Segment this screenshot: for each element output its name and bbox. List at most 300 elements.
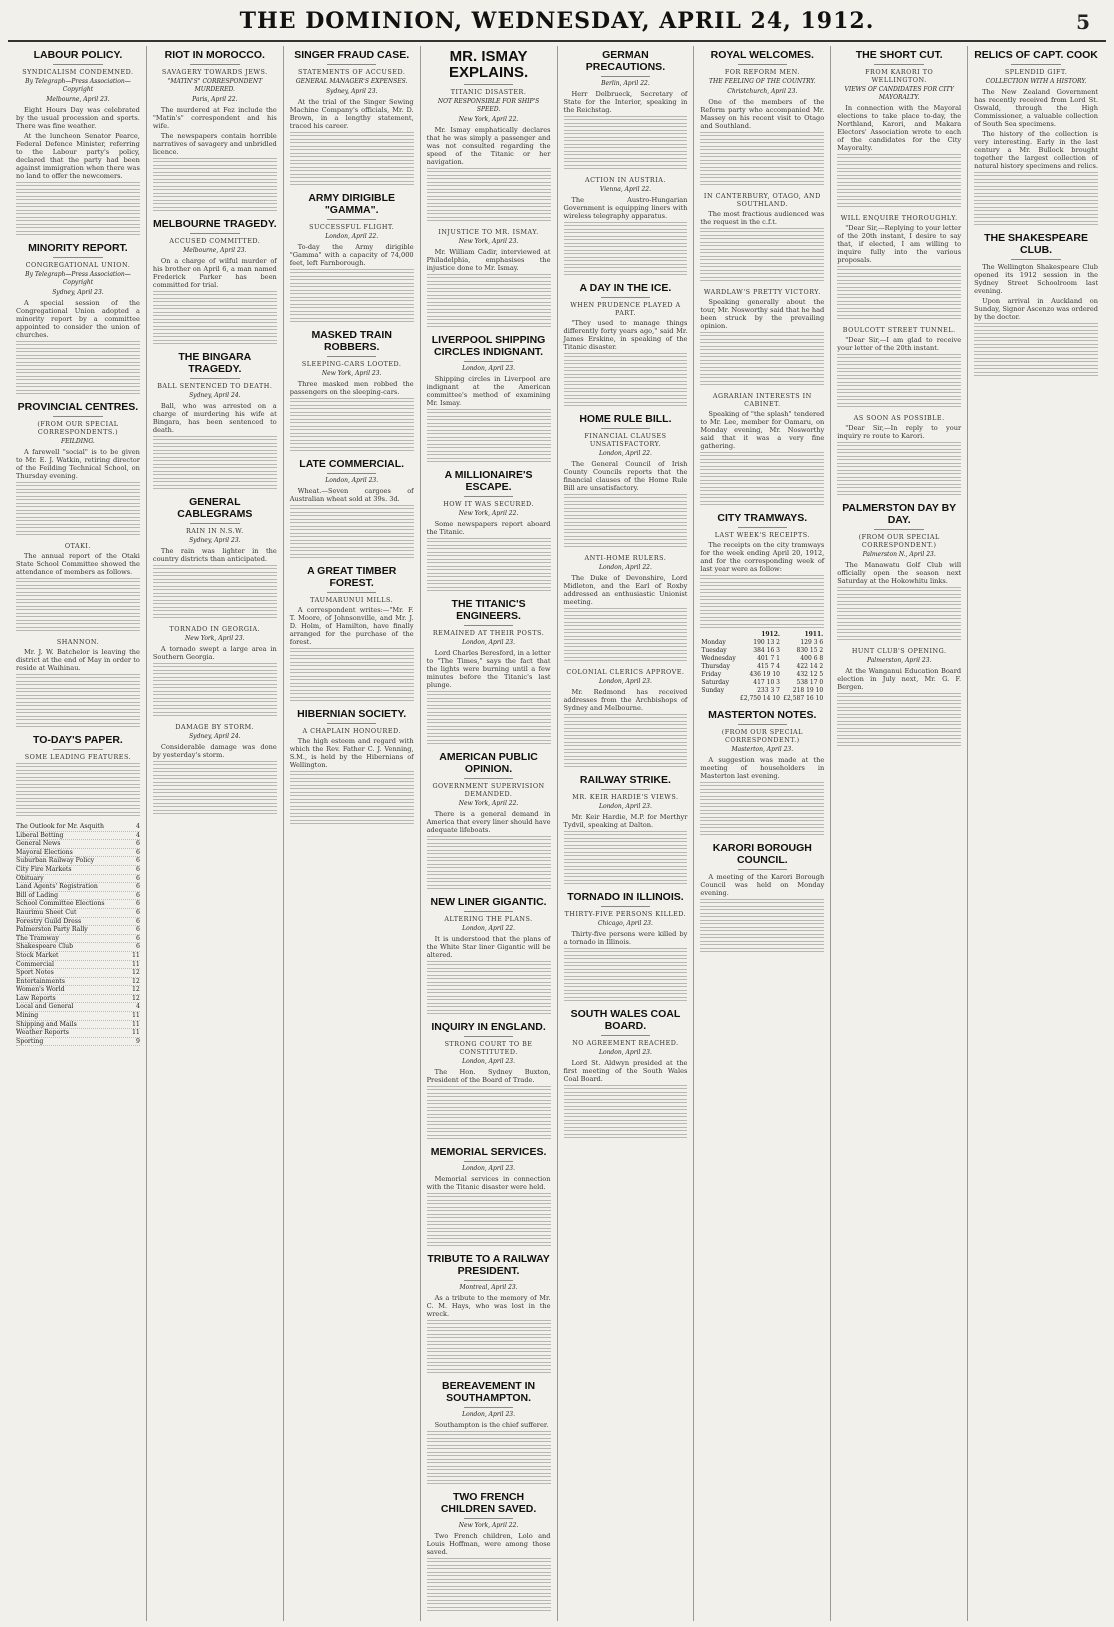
body-text-lines	[427, 545, 551, 550]
body-text-lines	[153, 761, 277, 766]
table-row	[700, 671, 824, 679]
divider	[1011, 64, 1061, 65]
contents-row	[16, 952, 140, 961]
body-text-lines	[427, 1128, 551, 1133]
divider	[601, 428, 651, 429]
article-byline: Chicago, April 23.	[597, 920, 653, 927]
body-text-lines	[564, 969, 688, 974]
article-byline: London, April 23.	[462, 1165, 516, 1172]
article-paragraph: Herr Delbrueck, Secretary of State for the Interior, speaking in the Reichstag.	[563, 90, 688, 114]
article-byline: London, April 22.	[598, 450, 652, 457]
body-text-lines	[837, 266, 961, 271]
article-subheading: TAUMARUNUI MILLS.	[310, 596, 394, 604]
body-text-lines	[16, 390, 140, 395]
body-text-lines	[837, 168, 961, 173]
contents-page: 6	[135, 857, 140, 865]
body-text-lines	[564, 536, 688, 541]
contents-row	[16, 892, 140, 901]
article-paragraph: Considerable damage was done by yesterday's storm.	[152, 743, 277, 759]
body-text-lines	[700, 277, 824, 282]
article	[290, 708, 414, 825]
body-text-lines	[427, 416, 551, 421]
body-text-lines	[700, 941, 824, 946]
article-byline: London, April 23.	[462, 365, 516, 372]
body-text-lines	[427, 996, 551, 1001]
body-text-lines	[427, 444, 551, 449]
body-text-lines	[427, 458, 551, 463]
body-text-lines	[837, 161, 961, 166]
body-text-lines	[564, 1127, 688, 1132]
article-byline: London, April 22.	[325, 233, 379, 240]
body-text-lines	[427, 1355, 551, 1360]
body-text-lines	[837, 449, 961, 454]
contents-label: Liberal Betting	[16, 831, 64, 839]
page-number: 5	[1076, 10, 1090, 34]
contents-label: School Committee Elections	[16, 900, 105, 908]
body-text-lines	[153, 340, 277, 345]
body-text-lines	[427, 451, 551, 456]
contents-page: 6	[135, 943, 140, 951]
body-text-lines	[837, 491, 961, 496]
body-text-lines	[16, 210, 140, 215]
article-dateline: New York, April 22.	[458, 116, 519, 123]
body-text-lines	[974, 323, 1098, 328]
body-text-lines	[427, 1473, 551, 1478]
table-cell: 190 13 2	[753, 639, 780, 646]
body-text-lines	[153, 677, 277, 682]
article-paragraph: Upon arrival in Auckland on Sunday, Signor Ascenzo was ordered by the doctor.	[974, 297, 1098, 321]
body-text-lines	[700, 803, 824, 808]
body-text-lines	[564, 714, 688, 719]
body-text-lines	[974, 221, 1098, 226]
table-cell	[700, 695, 737, 703]
contents-page: 6	[135, 883, 140, 891]
article-paragraph: Mr. Redmond has received addresses from the Archbishops of Sydney and Melbourne.	[563, 688, 688, 712]
article	[290, 565, 414, 702]
body-text-lines	[837, 477, 961, 482]
article	[427, 49, 551, 222]
body-text-lines	[153, 158, 277, 163]
body-text-lines	[564, 529, 688, 534]
body-text-lines	[153, 565, 277, 570]
article-byline: By Telegraph—Press Association—Copyright	[25, 78, 131, 93]
tram-receipts-table	[700, 631, 824, 703]
body-text-lines	[564, 749, 688, 754]
article-byline: New York, April 22.	[458, 510, 519, 517]
table-cell: 401 7 1	[757, 655, 780, 662]
contents-row	[16, 961, 140, 970]
body-text-lines	[700, 473, 824, 478]
article-paragraph: The high esteem and regard with which the Rev. Father C. J. Venning, S.M., is held by the Hibernians of Wellington.	[289, 737, 414, 769]
contents-row	[16, 900, 140, 909]
article-headline: RIOT IN MOROCCO.	[164, 49, 265, 61]
article-byline: THE FEELING OF THE COUNTRY.	[709, 78, 816, 85]
article	[564, 49, 688, 170]
article	[564, 668, 688, 768]
article-headline: BEREAVEMENT IN SOUTHAMPTON.	[441, 1380, 536, 1404]
body-text-lines	[16, 510, 140, 515]
article-headline: TO-DAY'S PAPER.	[33, 734, 123, 746]
article-headline: HIBERNIAN SOCIETY.	[297, 708, 407, 720]
article-byline: Palmerston, April 23.	[866, 657, 932, 664]
body-text-lines	[564, 257, 688, 262]
divider	[464, 1161, 514, 1162]
article-paragraph: A meeting of the Karori Borough Council was held on Monday evening.	[700, 873, 825, 897]
article-headline: MR. ISMAY EXPLAINS.	[448, 48, 529, 81]
body-text-lines	[153, 193, 277, 198]
body-text-lines	[427, 1114, 551, 1119]
article-paragraph: One of the members of the Reform party who accompanied Mr. Massey on his recent visit to Otago and Southland.	[700, 98, 825, 130]
body-text-lines	[700, 899, 824, 904]
article-paragraph: The Manawatu Golf Club will officially open the season next Saturday at the Hokowhitu links.	[837, 561, 962, 585]
article-headline: INQUIRY IN ENGLAND.	[431, 1021, 546, 1033]
article-headline: MASTERTON NOTES.	[708, 709, 817, 721]
body-text-lines	[427, 175, 551, 180]
body-text-lines	[427, 281, 551, 286]
article-headline: RAILWAY STRIKE.	[579, 774, 671, 786]
contents-label: Sport Notes	[16, 969, 54, 977]
body-text-lines	[427, 1466, 551, 1471]
article-paragraph: The General Council of Irish County Councils reports that the financial clauses of the Home Rule Bill are unsatisfactory.	[563, 460, 688, 492]
body-text-lines	[16, 791, 140, 796]
body-text-lines	[290, 269, 414, 274]
table-row	[700, 639, 824, 647]
body-text-lines	[290, 419, 414, 424]
article-headline: AMERICAN PUBLIC OPINION.	[439, 751, 538, 775]
body-text-lines	[564, 880, 688, 885]
body-text-lines	[427, 961, 551, 966]
body-text-lines	[16, 613, 140, 618]
body-text-lines	[427, 1341, 551, 1346]
body-text-lines	[837, 693, 961, 698]
contents-label: Suburban Railway Policy	[16, 857, 95, 865]
article	[427, 334, 551, 463]
article-subheading: INJUSTICE TO MR. ISMAY.	[438, 228, 539, 236]
article	[427, 228, 551, 328]
body-text-lines	[564, 608, 688, 613]
body-text-lines	[16, 770, 140, 775]
body-text-lines	[427, 1221, 551, 1226]
divider	[464, 1407, 514, 1408]
body-text-lines	[427, 1327, 551, 1332]
article	[837, 214, 961, 320]
divider	[738, 64, 788, 65]
body-text-lines	[16, 592, 140, 597]
article-headline: HOME RULE BILL.	[579, 413, 672, 425]
article-byline: NOT RESPONSIBLE FOR SHIP'S SPEED.	[437, 98, 540, 113]
body-text-lines	[427, 975, 551, 980]
body-text-lines	[564, 721, 688, 726]
body-text-lines	[564, 622, 688, 627]
body-text-lines	[700, 589, 824, 594]
article-paragraph: A tornado swept a large area in Southern Georgia.	[152, 645, 277, 661]
body-text-lines	[16, 578, 140, 583]
body-text-lines	[16, 812, 140, 817]
article	[837, 49, 961, 208]
divider	[601, 297, 651, 298]
contents-page: 6	[135, 848, 140, 856]
contents-label: Commercial	[16, 960, 54, 968]
body-text-lines	[16, 231, 140, 236]
table-cell: 417 10 3	[753, 679, 780, 686]
article-subheading: SYNDICALISM CONDEMNED.	[22, 68, 134, 76]
body-text-lines	[290, 806, 414, 811]
contents-row	[16, 995, 140, 1004]
body-text-lines	[564, 852, 688, 857]
article-paragraph: "Dear Sir,—I am glad to receive your letter of the 20th instant.	[837, 336, 962, 352]
article-headline: TORNADO IN ILLINOIS.	[567, 891, 684, 903]
body-text-lines	[427, 1100, 551, 1105]
article-subheading: RAIN IN N.S.W.	[186, 527, 244, 535]
body-text-lines	[700, 332, 824, 337]
contents-label: Law Reports	[16, 994, 56, 1002]
body-text-lines	[700, 603, 824, 608]
article-subheading: (FROM OUR SPECIAL CORRESPONDENT.)	[858, 533, 940, 549]
body-text-lines	[290, 526, 414, 531]
contents-page: 11	[132, 1029, 140, 1037]
article-byline: London, April 23.	[325, 477, 379, 484]
article-subheading: BOULCOTT STREET TUNNEL.	[842, 326, 956, 334]
body-text-lines	[837, 714, 961, 719]
body-text-lines	[564, 501, 688, 506]
body-text-lines	[16, 805, 140, 810]
body-text-lines	[153, 305, 277, 310]
body-text-lines	[290, 290, 414, 295]
article-subheading: ACCUSED COMMITTED.	[169, 237, 261, 245]
body-text-lines	[290, 547, 414, 552]
article-subheading: STATEMENTS OF ACCUSED.	[297, 68, 406, 76]
body-text-lines	[290, 318, 414, 323]
body-text-lines	[427, 1362, 551, 1367]
divider	[327, 356, 377, 357]
contents-row	[16, 1038, 140, 1047]
body-text-lines	[16, 189, 140, 194]
body-text-lines	[427, 1480, 551, 1485]
body-text-lines	[427, 1003, 551, 1008]
body-text-lines	[564, 130, 688, 135]
body-text-lines	[837, 280, 961, 285]
article-byline: "MATIN'S" CORRESPONDENT MURDERED.	[167, 78, 263, 93]
article-paragraph: It is understood that the plans of the White Star liner Gigantic will be altered.	[426, 935, 551, 959]
body-text-lines	[837, 294, 961, 299]
contents-label: Entertainments	[16, 977, 65, 985]
article-byline: Sydney, April 24.	[189, 392, 241, 399]
article-paragraph: Mr. J. W. Batchelor is leaving the district at the end of May in order to reside at Waihinau.	[16, 648, 140, 672]
body-text-lines	[974, 344, 1098, 349]
contents-row	[16, 823, 140, 832]
body-text-lines	[837, 470, 961, 475]
body-text-lines	[427, 1607, 551, 1612]
body-text-lines	[427, 1086, 551, 1091]
body-text-lines	[564, 997, 688, 1002]
body-text-lines	[153, 712, 277, 717]
article-paragraph: Three masked men robbed the passengers on the sleeping-cars.	[289, 380, 414, 396]
body-text-lines	[427, 182, 551, 187]
table-header-cell: 1911.	[804, 631, 824, 638]
article-byline: Berlin, April 22.	[601, 80, 650, 87]
body-text-lines	[153, 165, 277, 170]
contents-page: 6	[135, 917, 140, 925]
body-text-lines	[427, 719, 551, 724]
body-text-lines	[974, 351, 1098, 356]
article-subheading: SLEEPING-CARS LOOTED.	[301, 360, 402, 368]
body-text-lines	[153, 691, 277, 696]
article-byline: London, April 23.	[598, 678, 652, 685]
contents-label: Local and General	[16, 1003, 74, 1011]
article-subheading: WHEN PRUDENCE PLAYED A PART.	[570, 301, 681, 317]
body-text-lines	[16, 369, 140, 374]
article	[700, 288, 824, 386]
body-text-lines	[427, 1558, 551, 1563]
divider	[464, 1518, 514, 1519]
body-text-lines	[564, 271, 688, 276]
body-text-lines	[153, 464, 277, 469]
body-text-lines	[16, 531, 140, 536]
body-text-lines	[153, 593, 277, 598]
body-text-lines	[427, 1600, 551, 1605]
article-headline: A GREAT TIMBER FOREST.	[307, 565, 397, 589]
body-text-lines	[564, 116, 688, 121]
body-text-lines	[153, 796, 277, 801]
article-headline: THE SHAKESPEARE CLUB.	[984, 232, 1088, 256]
article-byline: London, April 23.	[462, 1411, 516, 1418]
article	[564, 891, 688, 1002]
article-paragraph: Some newspapers report aboard the Titanic.	[426, 520, 551, 536]
body-text-lines	[700, 153, 824, 158]
article-byline: Vienna, April 22.	[599, 186, 652, 193]
body-text-lines	[427, 309, 551, 314]
body-text-lines	[16, 627, 140, 632]
body-text-lines	[16, 702, 140, 707]
body-text-lines	[427, 1200, 551, 1205]
article-subheading: IN CANTERBURY, OTAGO, AND SOUTHLAND.	[703, 192, 821, 208]
article-paragraph: The receipts on the city tramways for the week ending April 20, 1912, and for the corresponding week of last year were as follow:	[700, 541, 825, 573]
body-text-lines	[837, 315, 961, 320]
column-6	[694, 46, 831, 1621]
body-text-lines	[837, 707, 961, 712]
article-paragraph: The New Zealand Government has recently received from Lord St. Oswald, through the High Commissioner, a valuable collection of South Sea specimens.	[974, 88, 1098, 128]
contents-page: 6	[135, 908, 140, 916]
table-cell: Wednesday	[701, 655, 736, 662]
article-subheading: CONGREGATIONAL UNION.	[25, 261, 131, 269]
article	[700, 392, 824, 506]
body-text-lines	[564, 845, 688, 850]
body-text-lines	[700, 353, 824, 358]
body-text-lines	[837, 375, 961, 380]
body-text-lines	[427, 274, 551, 279]
body-text-lines	[700, 374, 824, 379]
body-text-lines	[564, 643, 688, 648]
contents-page: 6	[135, 840, 140, 848]
body-text-lines	[427, 210, 551, 215]
article-subheading: HUNT CLUB'S OPENING.	[851, 647, 947, 655]
article-paragraph: Southampton is the chief sufferer.	[434, 1421, 549, 1429]
article-paragraph: The most fractious audienced was the request in the c.f.t.	[700, 210, 825, 226]
body-text-lines	[153, 471, 277, 476]
table-cell: Thursday	[701, 663, 730, 670]
body-text-lines	[564, 522, 688, 527]
contents-row	[16, 935, 140, 944]
article-headline: THE TITANIC'S ENGINEERS.	[451, 598, 526, 622]
article	[700, 842, 824, 953]
body-text-lines	[16, 798, 140, 803]
article-paragraph: The Austro-Hungarian Government is equipping liners with wireless telegraphy apparatus.	[563, 196, 688, 220]
contents-label: General News	[16, 840, 61, 848]
body-text-lines	[153, 586, 277, 591]
body-text-lines	[290, 405, 414, 410]
body-text-lines	[427, 982, 551, 987]
contents-page: 6	[135, 891, 140, 899]
table-cell: Saturday	[701, 679, 730, 686]
contents-page: 12	[132, 977, 140, 985]
body-text-lines	[290, 655, 414, 660]
body-text-lines	[427, 1586, 551, 1591]
divider	[601, 76, 651, 77]
body-text-lines	[427, 423, 551, 428]
body-text-lines	[16, 620, 140, 625]
body-text-lines	[427, 409, 551, 414]
body-text-lines	[153, 179, 277, 184]
contents-row	[16, 883, 140, 892]
body-text-lines	[427, 196, 551, 201]
body-text-lines	[427, 217, 551, 222]
contents-page: 11	[132, 1012, 140, 1020]
body-text-lines	[153, 705, 277, 710]
body-text-lines	[153, 579, 277, 584]
article-subheading: AGRARIAN INTERESTS IN CABINET.	[712, 392, 812, 408]
contents-page: 4	[135, 823, 140, 830]
contents-row	[16, 875, 140, 884]
body-text-lines	[564, 374, 688, 379]
article	[700, 512, 824, 703]
article-byline: VIEWS OF CANDIDATES FOR CITY MAYORALTY.	[844, 86, 954, 101]
body-text-lines	[427, 1572, 551, 1577]
body-text-lines	[290, 311, 414, 316]
divider	[464, 911, 514, 912]
article-subheading: THIRTY-FIVE PERSONS KILLED.	[564, 910, 687, 918]
body-text-lines	[974, 172, 1098, 177]
article-byline: London, April 23.	[462, 1058, 516, 1065]
article	[700, 192, 824, 282]
body-text-lines	[700, 789, 824, 794]
body-text-lines	[837, 594, 961, 599]
body-text-lines	[290, 540, 414, 545]
body-text-lines	[290, 690, 414, 695]
body-text-lines	[837, 456, 961, 461]
table-row	[700, 663, 824, 671]
body-text-lines	[153, 782, 277, 787]
table-cell: 218 19 10	[792, 687, 824, 694]
divider	[327, 64, 377, 65]
article-subheading: BALL SENTENCED TO DEATH.	[157, 382, 273, 390]
article-headline: MELBOURNE TRAGEDY.	[152, 218, 277, 230]
body-text-lines	[153, 291, 277, 296]
body-text-lines	[153, 450, 277, 455]
article	[427, 751, 551, 890]
article-paragraph: At the Wanganui Education Board election in July next, Mr. G. F. Bergen.	[837, 667, 962, 691]
body-text-lines	[564, 1085, 688, 1090]
body-text-lines	[153, 803, 277, 808]
table-cell: 432 12 5	[796, 671, 824, 678]
table-total-cell: £2,750 14 10	[739, 695, 780, 702]
article	[564, 282, 688, 407]
article-headline: THE BINGARA TRAGEDY.	[178, 351, 252, 375]
article-byline: New York, April 22.	[458, 1522, 519, 1529]
body-text-lines	[427, 836, 551, 841]
body-text-lines	[16, 362, 140, 367]
body-text-lines	[837, 301, 961, 306]
body-text-lines	[290, 297, 414, 302]
